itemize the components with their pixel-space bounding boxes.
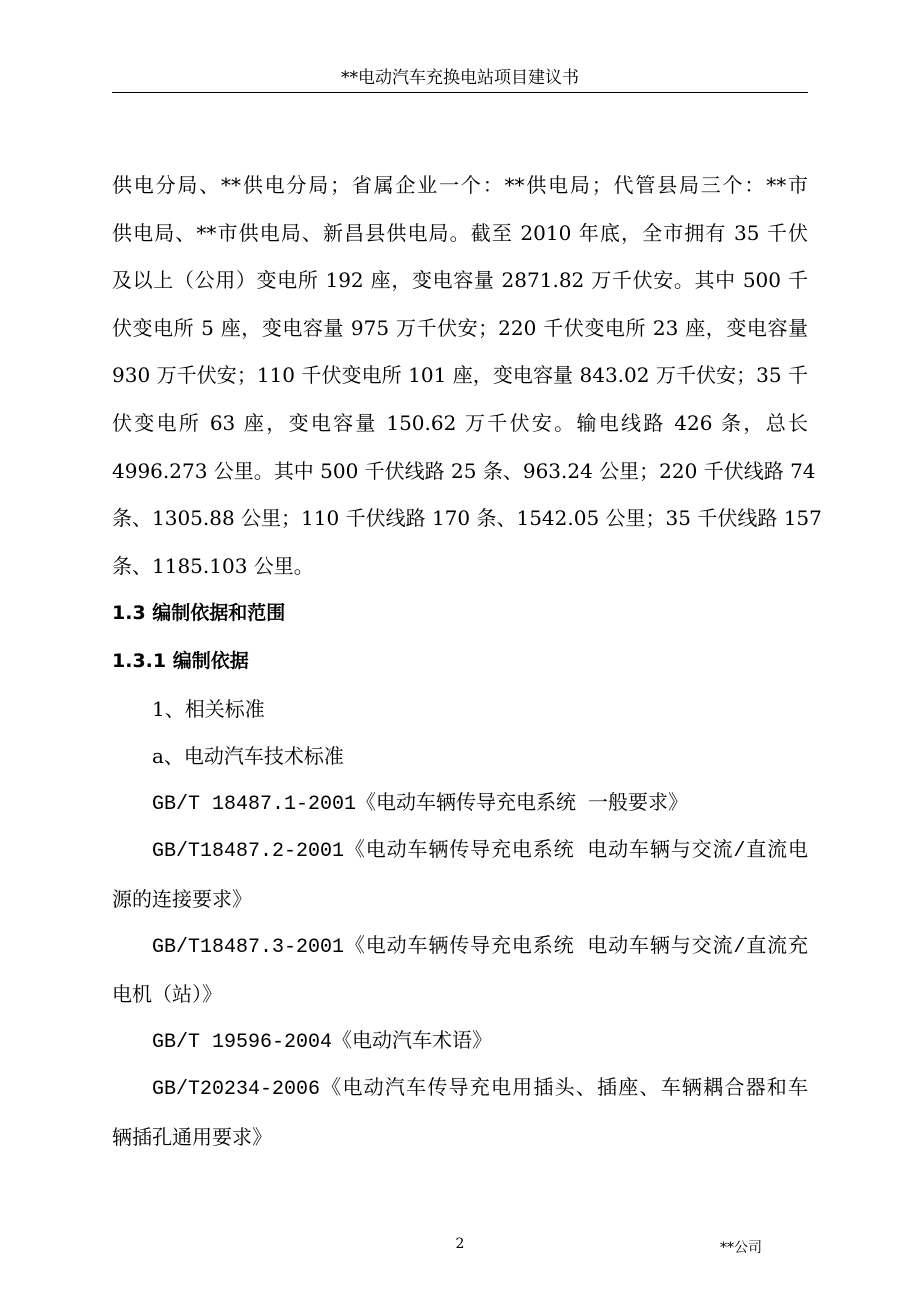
footer-company: **公司 [720, 1240, 762, 1256]
list-item: a、电动汽车技术标准 [152, 744, 344, 769]
standard-item: GB/T 19596-2004《电动汽车术语》 [152, 1030, 493, 1054]
paragraph-line: 伏变电所 63 座，变电容量 150.62 万千伏安。输电线路 426 条，总长 [112, 410, 808, 435]
paragraph-line: 供电局、**市供电局、新昌县供电局。截至 2010 年底，全市拥有 35 千伏 [112, 220, 808, 245]
page-number: 2 [455, 1236, 465, 1252]
paragraph-line: 条、1305.88 公里；110 千伏线路 170 条、1542.05 公里；35 千伏线路 157 [112, 506, 822, 531]
subsection-heading: 1.3.1 编制依据 [112, 649, 249, 672]
standard-item: GB/T 18487.1-2001《电动车辆传导充电系统 一般要求》 [152, 792, 689, 816]
standard-item: GB/T18487.3-2001《电动车辆传导充电系统 电动车辆与交流/直流充 [152, 935, 808, 959]
document-body [112, 162, 822, 1161]
list-item: 1、相关标准 [152, 696, 265, 721]
paragraph-line: 及以上（公用）变电所 192 座，变电容量 2871.82 万千伏安。其中 500 千 [112, 268, 808, 293]
standard-item: GB/T18487.2-2001《电动车辆传导充电系统 电动车辆与交流/直流电 [152, 840, 808, 864]
paragraph-line: 930 万千伏安；110 千伏变电所 101 座，变电容量 843.02 万千伏安；35 千 [112, 363, 808, 388]
paragraph-line: 4996.273 公里。其中 500 千伏线路 25 条、963.24 公里；220 千伏线路 74 [112, 458, 816, 483]
standard-item-continuation: 源的连接要求》 [112, 886, 252, 911]
document-header-title: **电动汽车充换电站项目建议书 [341, 68, 579, 88]
paragraph-line: 供电分局、**供电分局；省属企业一个：**供电局；代管县局三个：**市 [112, 173, 808, 197]
paragraph-line: 伏变电所 5 座，变电容量 975 万千伏安；220 千伏变电所 23 座，变电容量 [112, 315, 808, 340]
standard-item-continuation: 电机（站）》 [112, 982, 222, 1007]
standard-item: GB/T20234-2006《电动汽车传导充电用插头、插座、车辆耦合器和车 [152, 1078, 808, 1102]
header-divider [112, 92, 808, 93]
paragraph-line: 条、1185.103 公里。 [112, 553, 314, 578]
standard-item-continuation: 辆插孔通用要求》 [112, 1124, 272, 1149]
section-heading: 1.3 编制依据和范围 [112, 602, 286, 625]
